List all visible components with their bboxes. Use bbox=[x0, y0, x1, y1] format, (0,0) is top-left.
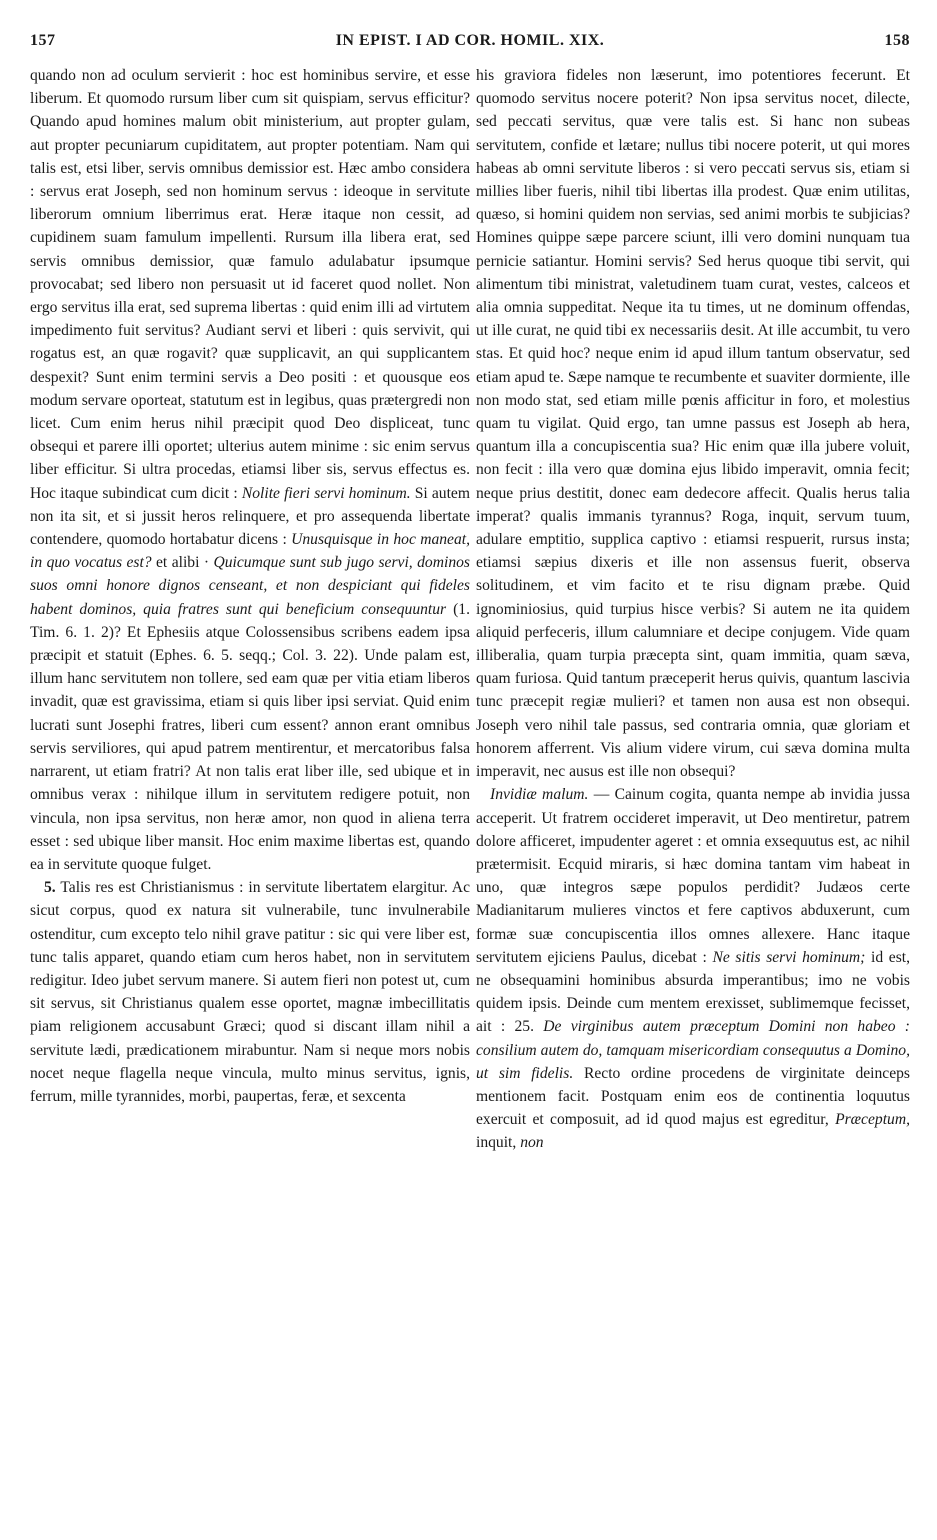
paragraph bbox=[30, 876, 470, 1108]
page-number-left: 157 bbox=[30, 32, 56, 49]
paragraph-text: id est, ne obsequamini hominibus absurda imperantibus; imo ne vobis quidem ipsis. Deinde cum mentem erexisset, sublimemque fecisset, ait : 25. bbox=[476, 948, 910, 1036]
paragraph-text: — Cainum cogita, quanta nempe ab invidia jussa acceperit. Ut fratrem occideret imperavit, ut Deo mentiretur, patrem dolore afficeret, impudenter ageret : et omnia exsequutus est, ac nihil prætermisit. Ecquid miraris, si hæc domina tantam vim habeat in uno, quæ integros sæpe populos perdidit? Judæos certe Madianitarum mulieres vinctos et fere captivos abduxerunt, cum formæ suæ concupiscentia illos omnes allexere. Hanc itaque servitutem ejiciens Paulus, dicebat : bbox=[476, 786, 910, 966]
scripture-quote: Ne sitis servi hominum; bbox=[712, 948, 866, 966]
scripture-quote: De virginibus autem præceptum Domini non habeo : consilium autem do, tamquam misericordiam consequutus a Domino, ut sim fidelis. bbox=[476, 1018, 910, 1082]
paragraph-text: quando non ad oculum servierit : hoc est hominibus servire, et esse liberum. Et quomodo rursum liber cum sit quispiam, servus efficitur? Quando apud homines malum obit ministerium, aut propter gulam, aut propter pecuniarum cupiditatem, aut propter potentiam. Nam qui talis est, etsi liber, servis omnibus demissior est. Hæc ambo considera : servus erat Joseph, sed non hominum servus : ideoque in servitute liberorum omnium liberrimus erat. Heræ itaque non cessit, ad cupidinem suam famulum impellenti. Rursum illa libera erat, sed servis omnibus demissior, quæ famulo adulabatur ipsumque provocabat; sed libero non persuasit ut id faceret quod nollet. Non ergo servitus illa erat, sed suprema libertas : quid enim illi ad virtutem impedimento fuit servitus? Audiant servi et liberi : quis servivit, qui rogatus est, an quæ rogavit? quæ supplicavit, an qui supplicantem despexit? Sunt enim termini servis a Deo positi : et quousque eos modum servare oporteat, statutum est in legibus, quas prætergredi non licet. Cum enim herus nihil præcipit quod Deo displiceat, tunc obsequi et parere illi oportet; ulterius autem minime : sic enim servus liber efficitur. Si ultra procedas, etiamsi liber sis, servus effectus es. Hoc itaque subindicat cum dicit : bbox=[30, 67, 470, 502]
paragraph-text: (1. Tim. 6. 1. 2)? Et Ephesiis atque Colossensibus scribens eadem ipsa præcipit et statuit (Ephes. 6. 5. seqq.; Col. 3. 22). Unde palam est, illum hanc servitutem non tollere, sed eam quæ per vitia etiam liberos invadit, quæ est gravissima, etiam si quis liber ipsi serviat. Quid enim lucrati sunt Josephi fratres, liberi cum essent? annon erant omnibus servis serviliores, qui apud patrem mentirentur, et mercatoribus falsa narrarent, ut etiam fratri? At non talis erat liber ille, sed ubique et in omnibus verax : nihilque illum in servitutem redigere potuit, non vincula, non ipsa servitus, non heræ amor, non quod in aliena terra esset : sed ubique liber mansit. Hoc enim maxime libertas est, quando ea in servitute quoque fulget. bbox=[30, 600, 470, 873]
page-number-right: 158 bbox=[884, 32, 910, 49]
paragraph-text: inquit, bbox=[476, 1134, 517, 1152]
paragraph-text: his graviora fideles non læserunt, imo potentiores fecerunt. Et quomodo servitus nocere poterit? Non ipsa servitus nocet, dilecte, sed peccati servitus, quæ vere talis est. Si hanc non subeas servitutem, confide et lætare; nullus tibi nocere poterit, ut qui mores habeas ab omni servitute liberos : si vero peccati servus sis, etiam si millies liber fueris, nihil tibi libertas illa prodest. Quæ enim utilitas, quæso, si homini quidem non servias, sed animi morbis te subjicias? Homines quippe sæpe parcere sciunt, illi vero domini nunquam tua pernicie satiantur. Homini servis? Sed herus quoque tibi servit, qui alimentum tibi ministrat, valetudinem tuam curat, vestes, calceos et alia omnia suppeditat. Neque ita tu times, ut ne dominum offendas, ut ille curat, ne quid tibi ex necessariis desit. At ille accumbit, tu vero stas. Et quid hoc? neque enim id apud illum tantum observatur, sed etiam apud te. Sæpe namque te recumbente et suaviter dormiente, ille non modo stat, sed etiam mille pœnis afficitur in foro, et molestius quam tu vigilat. Quid ergo, tan umne passus est Joseph ab hera, quantum illa a concupiscentia sua? Hic enim quæ illa jubere voluit, non fecit : illa vero quæ domina ejus libido imperavit, omnia fecit; neque prius destitit, donec eam dedecore affecit. Qualis herus talia imperat? qualis immanis tyrannus? Roga, inquit, servum tuum, adulare emptitio, supplica captivo : etiamsi respuerit, rursus insta; etiamsi sæpius dixeris et ille non assensus fuerit, observa solitudinem, et vim facito et te risu dignam præbe. Quid ignominiosius, quid turpius hisce verbis? Si autem ne ita quidem aliquid perfeceris, illum calumniare et decipe conjugem. Vide quam illiberalia, quam turpia præcepta sint, quam immitia, quam sæva, quam furiosa. Quid tantum præceperit herus quivis, quantum lascivia tunc præcepit regiæ mulieri? et tamen non ausa est non obsequi. Joseph vero nihil tale passus, sed contraria omnia, quæ gloriam et honorem afferrent. Vis alium videre virum, cui sæva domina multa imperavit, nec ausus est ille non obsequi? bbox=[476, 67, 910, 781]
scripture-quote: non bbox=[520, 1134, 544, 1152]
right-column bbox=[476, 64, 910, 1155]
paragraph-text: Si autem non ita sit, et si jussit heros relinquere, et pro assequenda libertate contendere, quomodo hortabatur dicens : bbox=[30, 484, 470, 549]
scripture-quote: Nolite fieri servi hominum. bbox=[241, 484, 411, 502]
paragraph-text: Talis res est Christianismus : in servitute libertatem elargitur. Ac sicut corpus, quod ex natura sit vulnerabile, tunc invulnerabile ostenditur, cum excepto telo nihil grave patitur : sic qui vere liber est, tunc talis apparet, quando etiam cum heros habet, non in servitutem redigitur. Ideo jubet servum manere. Si autem fieri non potest ut, cum sit servus, sit Christianus qualem esse oportet, magnæ imbecillitatis piam religionem accusabunt Græci; quod si discant illam nihil a servitute lædi, prædicationem mirabuntur. Nam si neque mors nobis nocet neque flagella neque vincula, multo minus servitus, ignis, ferrum, mille tyrannides, morbi, paupertas, feræ, et sexcenta bbox=[30, 879, 470, 1105]
running-head bbox=[30, 32, 910, 60]
section-number: 5. bbox=[44, 879, 56, 897]
paragraph bbox=[30, 64, 470, 876]
scripture-quote: Quicumque sunt sub jugo servi, dominos suos omni honore dignos censeant, et non despiciant qui fideles habent dominos, quia fratres sunt qui beneficium consequuntur bbox=[30, 554, 470, 618]
scripture-quote: Præceptum, bbox=[835, 1111, 910, 1129]
running-title: IN EPIST. I AD COR. HOMIL. XIX. bbox=[335, 32, 605, 49]
scripture-quote: Unusquisque in hoc maneat, in quo vocatus est? bbox=[30, 531, 470, 572]
paragraph bbox=[476, 64, 910, 783]
paragraph bbox=[476, 783, 910, 1154]
paragraph-text: et alibi · bbox=[156, 554, 210, 572]
paragraph-text: Recto ordine procedens de virginitate deinceps mentionem facit. Postquam enim eos de continentia loquutus exercuit et composuit, ad id quod majus est egreditur, bbox=[476, 1064, 911, 1129]
left-column bbox=[30, 64, 470, 1108]
section-heading: Invidiæ malum. bbox=[490, 786, 589, 804]
